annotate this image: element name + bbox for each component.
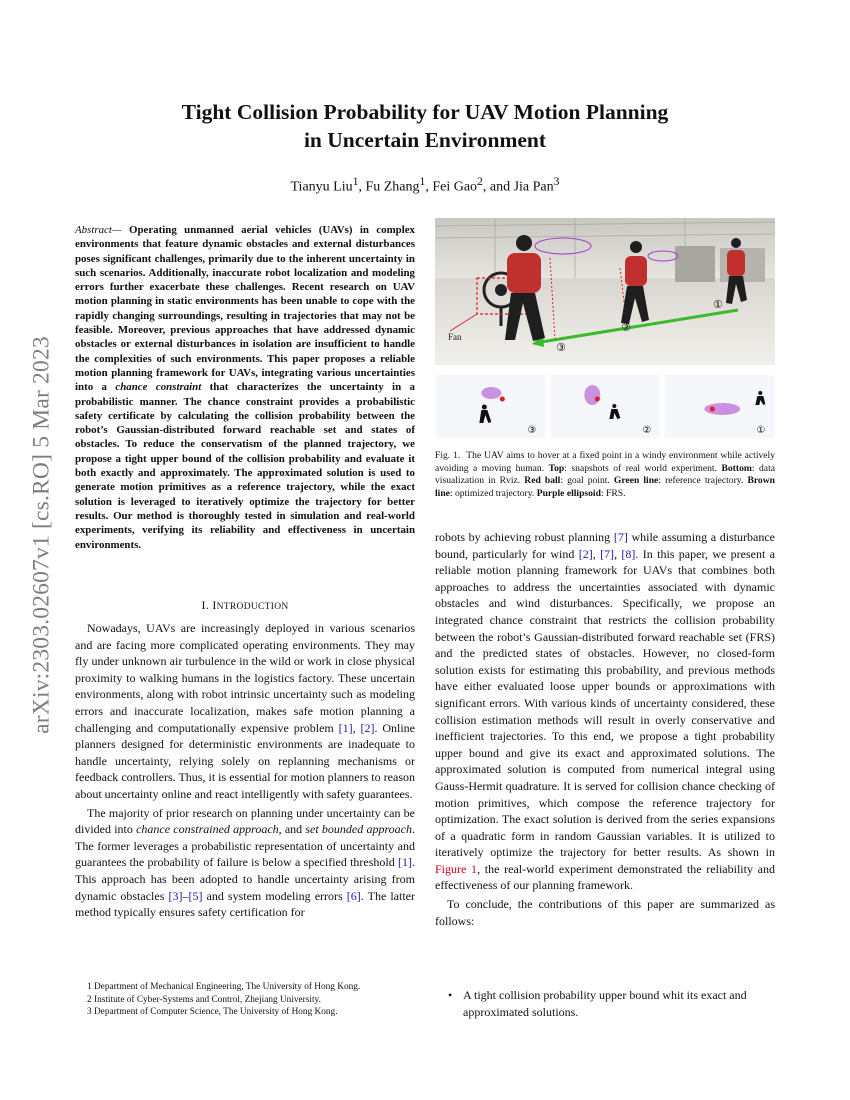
paragraph — [75, 620, 415, 803]
citation-link[interactable]: [2] — [578, 546, 593, 561]
paragraph — [435, 529, 775, 894]
text: . Online planners designed for deterministic environments are inadequate to handle uncertainty, relying solely on replanning mechanisms or feedback controllers. Thus, it is essential for motion planners to reason about uncertainty online and react intelligently with safety guarantees. — [75, 720, 415, 801]
author-name: Jia Pan — [513, 179, 554, 195]
abstract-lead: Abstract — [75, 224, 112, 236]
fan-label: Fan — [448, 332, 462, 342]
section-title-initial: I — [212, 598, 217, 612]
bullet-dot: • — [448, 988, 453, 1002]
title-line-2: in Uncertain Environment — [303, 128, 547, 152]
text: : reference trajectory. — [658, 475, 748, 487]
caption-bold: Red ball — [524, 475, 561, 487]
text: and system modeling errors — [202, 888, 347, 903]
footnotes — [75, 981, 420, 1019]
abstract-text: that characterizes the uncertainty in a probabilistic manner. The chance constraint provides a probabilistic safety certificate by calculating the collision probability between the robot’s Gaussian-distributed forward reachable set and states of obstacles. To reduce the conservatism of the planned trajectory, we propose a tight upper bound of the collision probability and evaluate it both exactly and approximately. The approximated solution is used to generate motion primitives as a reference trajectory, while the exact solution is leveraged to iteratively optimize the trajectory for better results. Our method is thoroughly tested in simulation and real-world experiments, verifying its reliability and effectiveness in uncertain environments. — [75, 381, 415, 551]
intro-right-column — [435, 529, 775, 929]
text: . This approach has been adopted to handle uncertainty arising from dynamic obstacles — [75, 855, 415, 903]
figure-1 — [435, 218, 775, 438]
text: . The latter method typically ensures safety certification for — [75, 888, 415, 920]
paper-title — [100, 98, 750, 154]
author-separator: , — [425, 179, 433, 195]
text: The UAV aims to hover at a fixed point in a windy environment while actively avoiding a moving human. — [435, 450, 776, 474]
caption-bold: Top — [548, 462, 565, 474]
figure-label: Fig. 1. — [435, 450, 461, 461]
emphasis: set bounded approach — [305, 822, 412, 837]
bullet-text: A tight collision probability upper bound whit its exact and approximated solutions. — [463, 988, 747, 1019]
author-affiliation-mark: 2 — [477, 175, 483, 188]
abstract-emphasis: chance constraint — [115, 381, 202, 394]
text: , — [614, 546, 622, 561]
text: : optimized trajectory. — [449, 487, 537, 499]
author-name: Fu Zhang — [365, 179, 420, 195]
marker-2: ② — [642, 425, 651, 436]
author-separator: , and — [482, 179, 514, 195]
section-title-rest: NTRODUCTION — [216, 602, 289, 612]
text: The majority of prior research on planning under uncertainty can be divided into — [75, 805, 415, 837]
text: , — [352, 720, 361, 735]
emphasis: chance constrained approach — [136, 822, 279, 837]
text: : data visualization in Rviz. — [435, 462, 775, 487]
rviz-visualization-row — [435, 375, 775, 438]
arxiv-id-text: arXiv:2303.02607v1 [cs.RO] 5 Mar 2023 — [28, 336, 55, 734]
footnote: 1 Department of Mechanical Engineering, The University of Hong Kong. — [87, 982, 361, 992]
citation-link[interactable]: [1] — [398, 855, 412, 870]
figure-reference-link[interactable]: Figure 1 — [435, 861, 478, 876]
abstract-text: Operating unmanned aerial vehicles (UAVs) in complex environments that feature dynamic obstacles and external disturbances poses significant challenges, primarily due to the inherent uncertainty in such scenarios. Additionally, inaccurate robot localization and modeling errors further exacerbate these challenges. Recent research on UAV motion planning in static environments has been unable to cope with the rapidly changing surroundings, resulting in trajectories that may not be feasible. Moreover, previous approaches that have addressed dynamic obstacles or external disturbances in isolation are insufficient to handle the complexities of such environments. This paper proposes a reliable motion planning framework for UAVs, integrating various uncertainties into a — [75, 224, 415, 394]
rviz-panel-2 — [550, 375, 661, 438]
text: , the real-world experiment demonstrated the reliability and effectiveness of our planning framework. — [435, 861, 775, 893]
paragraph — [75, 805, 415, 921]
text: – — [182, 888, 189, 903]
marker-2: ② — [621, 321, 631, 334]
marker-3: ③ — [527, 425, 537, 436]
text: while assuming a disturbance bound, particularly for wind — [435, 530, 776, 561]
paragraph: To conclude, the contributions of this paper are summarized as follows: — [435, 897, 775, 928]
author-name: Fei Gao — [432, 179, 478, 195]
caption-bold: Bottom — [721, 462, 752, 474]
abstract-dash: — — [111, 224, 129, 236]
abstract — [75, 223, 415, 552]
citation-link[interactable]: [8] — [621, 546, 636, 561]
figure-caption — [435, 450, 775, 500]
citation-link[interactable]: [3] — [168, 888, 183, 903]
citation-link[interactable]: [1] — [338, 720, 353, 735]
section-heading-introduction — [75, 598, 415, 613]
marker-1: ① — [713, 298, 723, 311]
citation-link[interactable]: [2] — [360, 720, 375, 735]
text: : FRS. — [600, 487, 626, 499]
caption-bold: Brown line — [435, 475, 775, 499]
text: , and — [278, 822, 306, 837]
rviz-panel-1 — [664, 375, 775, 438]
author-affiliation-mark: 1 — [352, 175, 359, 188]
author-affiliation-mark: 1 — [419, 175, 426, 188]
author-affiliation-mark: 3 — [553, 175, 560, 188]
text: : snapshots of real world experiment. — [564, 462, 722, 474]
section-number: I. — [201, 598, 213, 612]
contribution-bullet — [448, 987, 776, 1020]
author-list — [100, 175, 750, 196]
text: . The former leverages a probabilistic representation of uncertainty and guarantees the probability of failure is below a specified threshold — [75, 822, 415, 870]
footnote: 2 Institute of Cyber-Systems and Control, Zhejiang University. — [87, 994, 321, 1005]
marker-3: ③ — [556, 341, 566, 354]
experiment-snapshot-image — [435, 218, 775, 365]
text: . In this paper, we present a reliable motion planning framework for UAVs that combines both approaches to address the uncertainties associated with dynamic obstacles and wind disturbances. Specifically, we propose an integrated chance constraint that restricts the collision probability between the robot’s Gaussian-distributed forward reachable set (FRS) and the predicted states of obstacles. However, no closed-form solution exists for estimating this probability, and previous methods have either evaluated loose upper bounds or approximations with significant errors. With various kinds of uncertainty considered, these collision estimation methods will result in overly conservative and inefficient trajectories. To this end, we propose a tight probability upper bound and give its exact and approximated solutions. The approximated solution is computed from numerical integral using Gauss-Hermit quadrature. It is served for collision chance checking of motion primitives, which compose the reference trajectory for optimization. The exact solution is derived from the series expansions of a quadratic form in random Gaussian variables. It is utilized to iteratively optimize the trajectory for better results. As shown in — [435, 546, 775, 860]
text: robots by achieving robust planning — [435, 530, 614, 544]
title-line-1: Tight Collision Probability for UAV Motion Planning — [181, 100, 669, 124]
citation-link[interactable]: [5] — [188, 888, 203, 903]
text: : goal point. — [560, 475, 614, 487]
citation-link[interactable]: [6] — [346, 888, 361, 903]
author-separator: , — [358, 179, 366, 195]
marker-1: ① — [756, 425, 766, 436]
text: , — [592, 546, 601, 561]
citation-link[interactable]: [7] — [600, 546, 615, 561]
intro-left-column — [75, 620, 415, 921]
footnote: 3 Department of Computer Science, The University of Hong Kong. — [87, 1007, 338, 1018]
arxiv-sidebar-identifier — [22, 295, 62, 775]
caption-bold: Purple ellipsoid — [536, 487, 601, 499]
citation-link[interactable]: [7] — [613, 530, 628, 544]
author-name: Tianyu Liu — [290, 179, 353, 195]
rviz-panel-3 — [435, 375, 546, 438]
caption-bold: Green line — [613, 475, 659, 487]
text: Nowadays, UAVs are increasingly deployed in various scenarios and are facing more complicated operating environments. They may fly under unknown air turbulence in the wild or work in close physical proximity to walking humans in the logistics factory. These uncertain environments, along with robot intrinsic uncertainty such as modeling errors and inaccurate localization, makes safe motion planning a challenging and computationally expensive problem — [75, 621, 415, 735]
